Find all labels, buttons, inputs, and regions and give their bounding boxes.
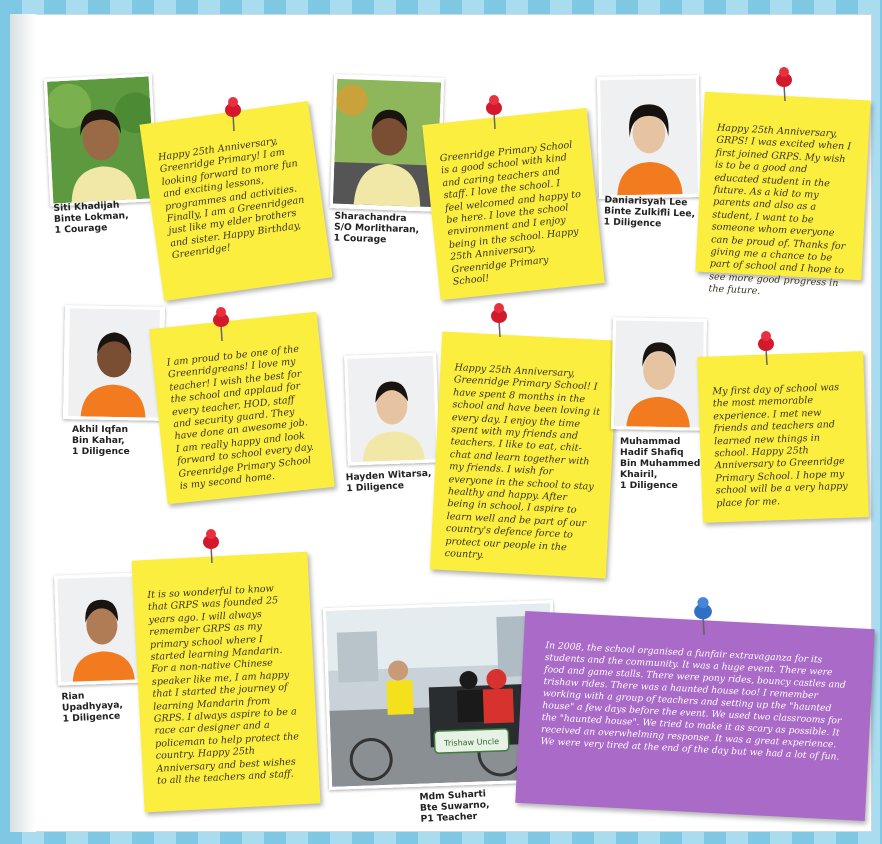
pushpin-red-icon: [773, 66, 795, 102]
student-photo-muhammad: [611, 317, 707, 431]
message-note-hayden: [430, 332, 618, 579]
student-name-hayden: Hayden Witarsa, 1 Diligence: [345, 467, 432, 495]
pushpin-blue-icon: [690, 596, 716, 636]
message-text-sharachandra: Greenridge Primary School is a good school with kind and caring teachers and staff. I love the school. I feel welcomed and happy to be here. I love the school environment and I enjoy being in the school. Happy 25th Anniversary, Greenridge Primary School!: [439, 139, 582, 288]
message-note-daniarisyah: [695, 92, 870, 298]
message-note-muhammad: [697, 351, 869, 523]
message-note-teacher: [515, 611, 875, 821]
student-photo-akhil: [63, 305, 165, 421]
message-text-daniarisyah: Happy 25th Anniversary, GRPS! I was excited when I first joined GRPS. My wish is to be a good and educated student in the future. As a kid to my parents and also as a student, I want to be someone whom everyone can be proud of. Thanks for giving me a chance to be part of school and I hope to see more good progress in the future.: [708, 122, 852, 298]
student-name-sharachandra: Sharachandra S/O Morlitharan, 1 Courage: [333, 210, 420, 246]
message-text-hayden: Happy 25th Anniversary, Greenridge Primary School! I have spent 8 months in the school and have been loving it every day. I enjoy the time spent with my friends and teachers. I like to eat, chit-chat and learn together with my friends. I wish for everyone in the school to stay healthy and happy. After being in school, I aspire to learn well and be part of our country's defence force to protect our people in the country.: [444, 362, 601, 562]
pushpin-red-icon: [222, 96, 244, 132]
message-text-rian: It is so wonderful to know that GRPS was founded 25 years ago. I will always remember GRPS as my primary school where I started learning Mandarin. For a non-native Chinese speaker like me, I am happy that I started the journey of learning Mandarin from GRPS. I always aspire to be a race car designer and a policeman to help protect the country. Happy 25th Anniversary and best wishes to all the teachers and staff.: [147, 583, 300, 787]
student-photo-daniarisyah: [597, 75, 701, 199]
message-text-muhammad: My first day of school was the most memorable experience. I met new friends and teachers and learned new things in school. Happy 25th Anniversary to Greenridge Primary School. I hope my school will be a very happy place for me.: [712, 382, 848, 510]
student-name-akhil: Akhil Iqfan Bin Kahar, 1 Diligence: [72, 424, 130, 457]
student-name-muhammad: Muhammad Hadif Shafiq Bin Muhammed Khairil, 1 Diligence: [620, 436, 701, 491]
message-text-teacher: In 2008, the school organised a funfair extravaganza for its students and the community. It was a huge event. There were food and game stalls. There were pony rides, bouncy castles and trishaw rides. There was a haunted house too! I remember working with a group of teachers and setting up the "haunted house" a few days before the event. We used two classrooms for the "haunted house". We tried to make it as scary as possible. It received an overwhelming response. It was a great experience. We were very tired at the end of the day but we had a lot of fun.: [540, 640, 847, 763]
message-text-akhil: I am proud to be one of the Greenridgreans! I love my teacher! I wish the best for the school and applaud for every teacher, HOD, staff and security guard. They have done an awesome job. I am really happy and look forward to school every day. Greenridge Primary School is my second home.: [166, 343, 315, 492]
message-note-akhil: [149, 312, 334, 505]
message-text-siti: Happy 25th Anniversary, Greenridge Primary! I am looking forward to more fun and exciting lessons, programmes and activities. Finally, I am a Greenridgean just like my elder brothers and sister. Happy Birthday, Greenridge!: [157, 135, 306, 262]
pushpin-red-icon: [488, 302, 510, 338]
message-note-rian: [132, 552, 321, 813]
pushpin-red-icon: [483, 94, 505, 130]
student-photo-hayden: [344, 352, 440, 465]
pushpin-red-icon: [210, 306, 232, 342]
yearbook-page: [10, 14, 872, 832]
message-note-sharachandra: [422, 108, 604, 300]
pushpin-red-icon: [755, 330, 777, 366]
student-name-siti: Siti Khadijah Binte Lokman, 1 Courage: [53, 199, 129, 236]
teacher-name: Mdm Suharti Bte Suwarno, P1 Teacher: [419, 788, 490, 825]
student-name-rian: Rian Upadhyaya, 1 Diligence: [61, 690, 124, 725]
trishaw-sign-text: Trishaw Uncle: [444, 737, 500, 748]
student-name-daniarisyah: Daniarisyah Lee Binte Zulkifli Lee, 1 Diligence: [603, 194, 696, 230]
pushpin-red-icon: [200, 528, 222, 564]
